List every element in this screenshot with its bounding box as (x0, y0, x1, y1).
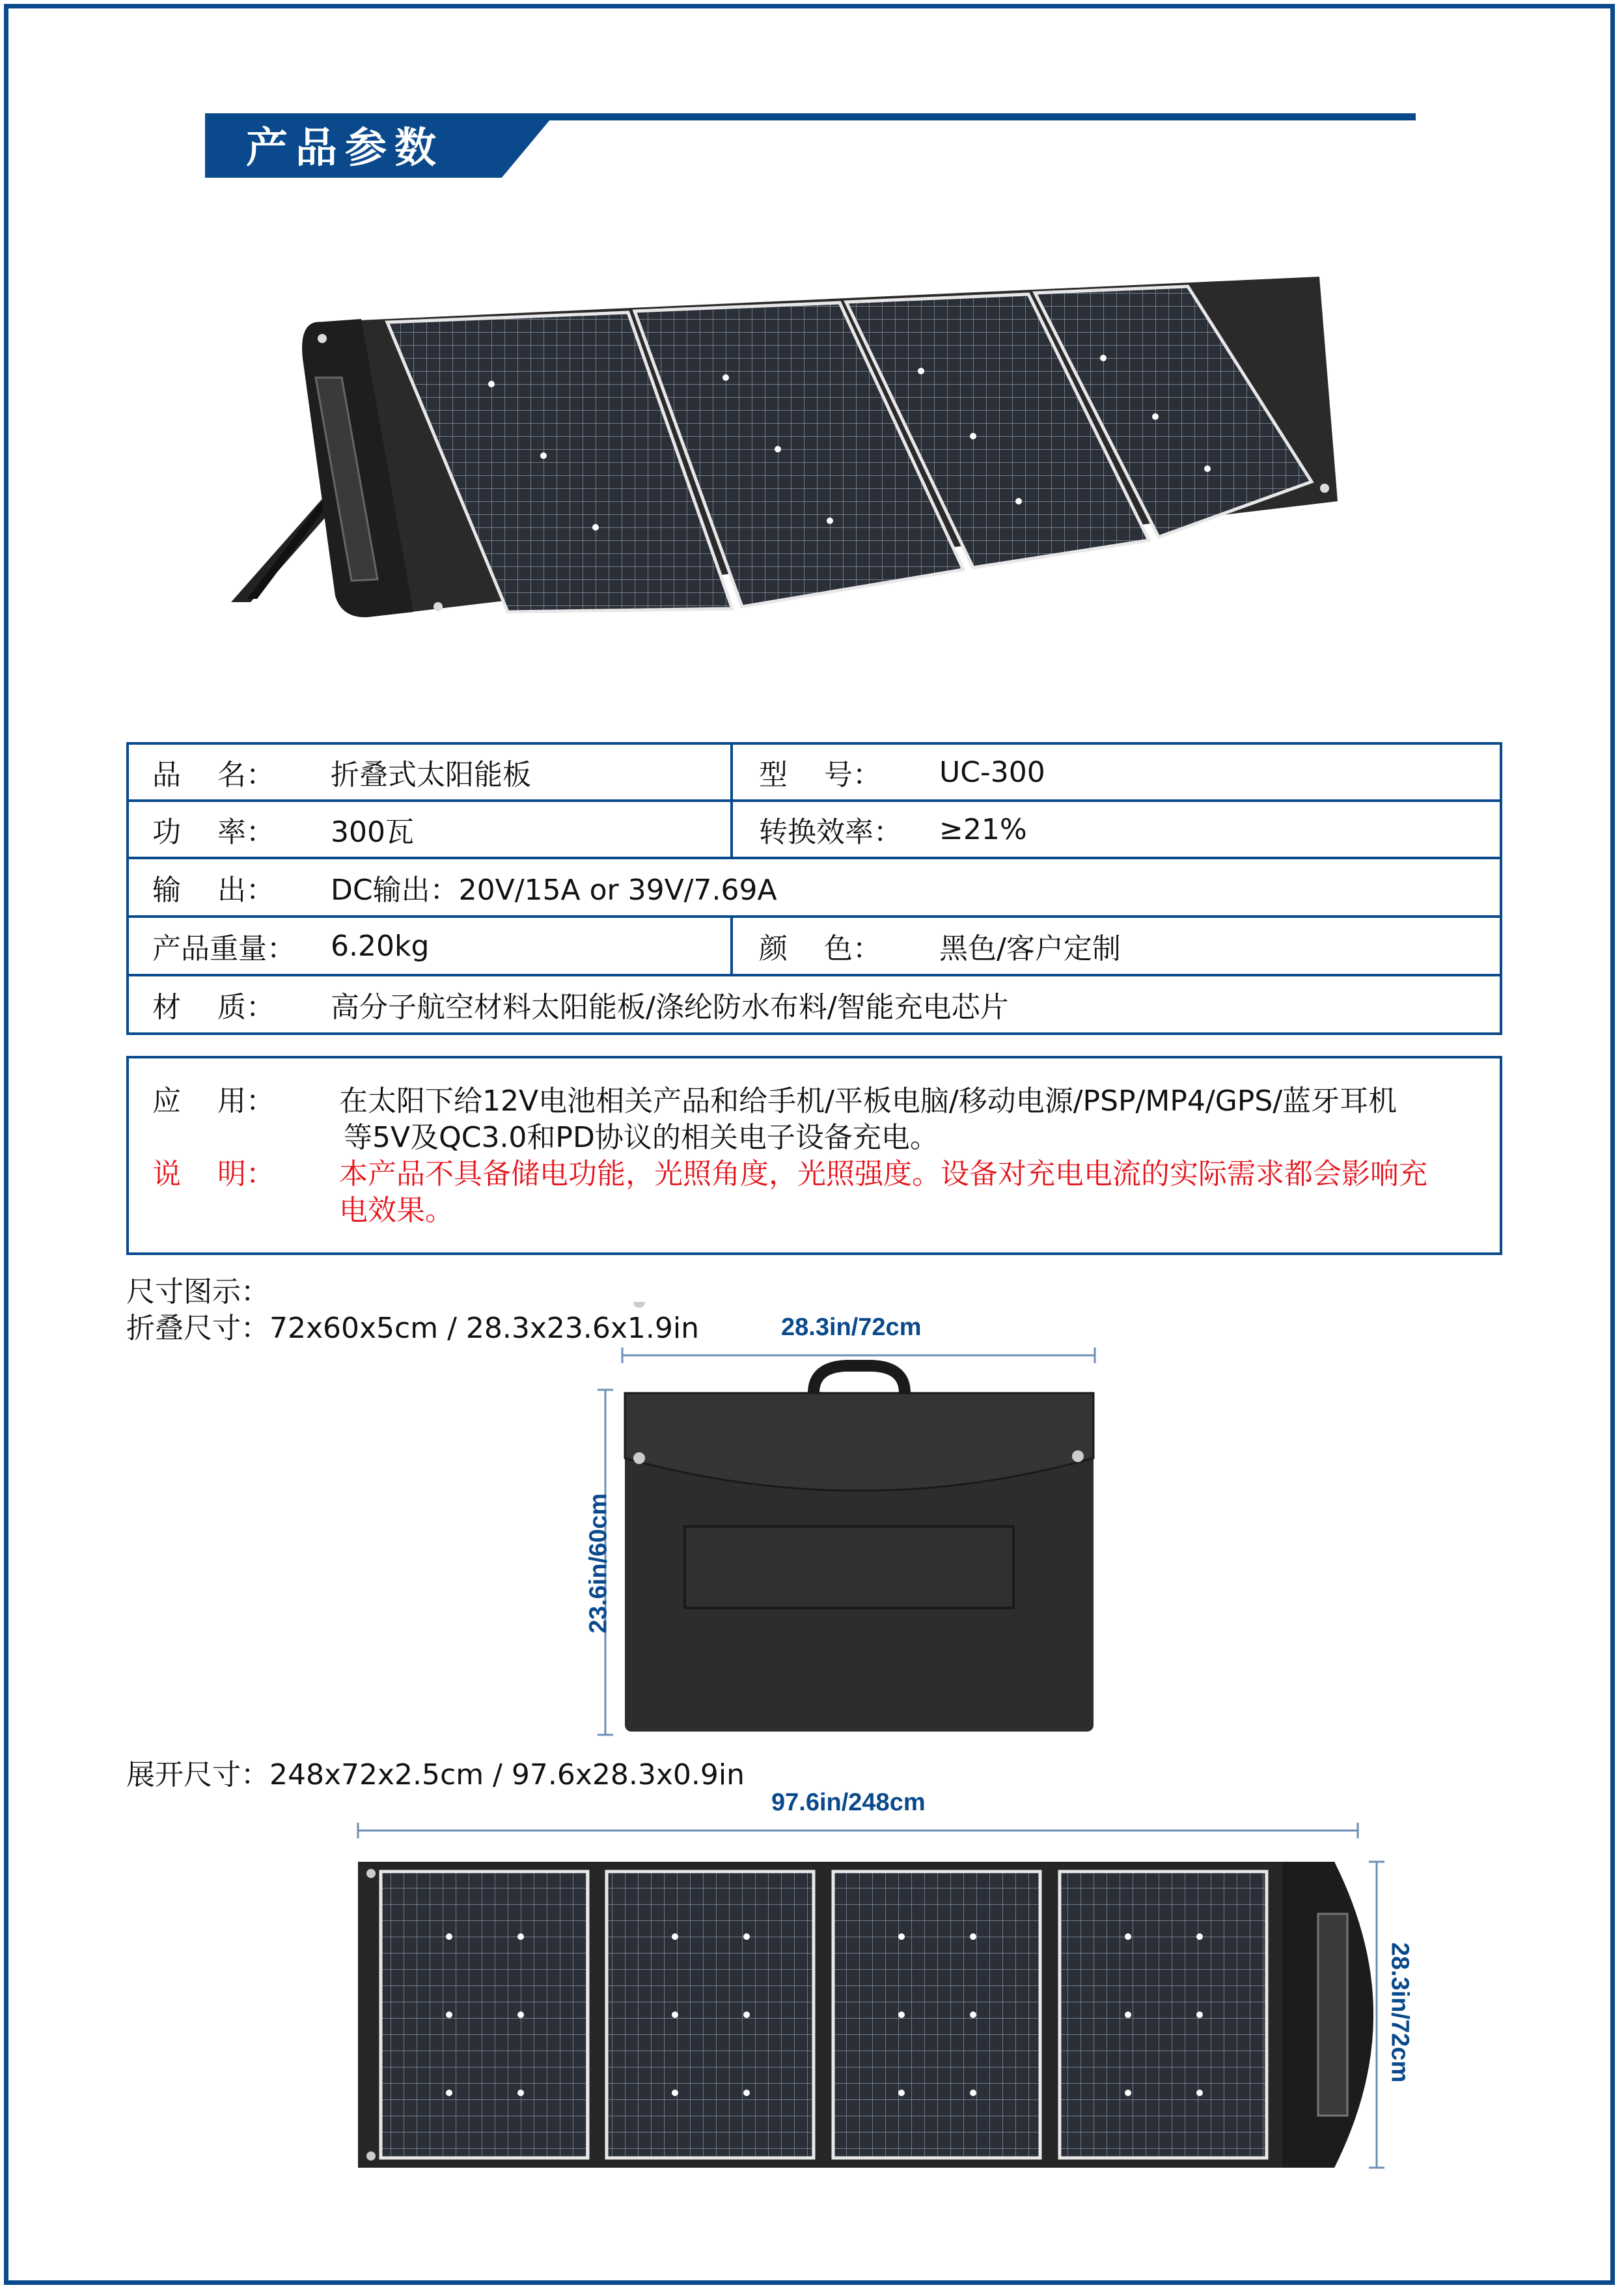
unfolded-width-label: 97.6in/248cm (771, 1789, 926, 1816)
use-line-2: 等5V及QC3.0和PD协议的相关电子设备充电。 (344, 1121, 939, 1154)
use-label: 应 用： (152, 1085, 275, 1118)
spec-table (126, 742, 1502, 1035)
weight-label: 产品重量： (152, 932, 296, 965)
color-label: 颜 色： (759, 932, 881, 965)
note-line-1: 本产品不具备储电功能，光照角度，光照强度。设备对充电电流的实际需求都会影响充 (339, 1157, 1427, 1191)
page-title: 产品参数 (246, 124, 444, 173)
column-divider (730, 918, 733, 974)
spec-row-power (129, 802, 1500, 859)
efficiency-label: 转换效率： (759, 816, 902, 849)
output-label: 输 出： (152, 874, 275, 907)
power-label: 功 率： (152, 816, 275, 849)
material-label: 材 质： (152, 991, 275, 1024)
column-divider (730, 802, 733, 857)
note-line-2: 电效果。 (339, 1194, 454, 1227)
name-label: 品 名： (152, 758, 275, 792)
power-value: 300瓦 (331, 816, 414, 849)
spec-row-output (129, 859, 1500, 918)
unfolded-height-label: 28.3in/72cm (1386, 1942, 1414, 2083)
application-box (126, 1056, 1502, 1255)
folded-diagram (586, 1302, 1120, 1745)
folded-size-text: 折叠尺寸：72x60x5cm / 28.3x23.6x1.9in (126, 1312, 699, 1345)
spec-row-weight (129, 918, 1500, 976)
spec-row-name (129, 745, 1500, 802)
material-value: 高分子航空材料太阳能板/涤纶防水布料/智能充电芯片 (331, 991, 1009, 1024)
folded-height-label: 23.6in/60cm (585, 1493, 612, 1634)
column-divider (730, 745, 733, 799)
use-line-1: 在太阳下给12V电池相关产品和给手机/平板电脑/移动电源/PSP/MP4/GPS/蓝牙耳机 (339, 1085, 1397, 1118)
folded-width-label: 28.3in/72cm (781, 1314, 922, 1341)
dimension-heading: 尺寸图示： (126, 1275, 269, 1308)
model-value: UC-300 (939, 755, 1045, 789)
model-label: 型 号： (759, 758, 881, 792)
efficiency-value: ≥21% (939, 812, 1027, 846)
unfolded-size-text: 展开尺寸：248x72x2.5cm / 97.6x28.3x0.9in (126, 1758, 745, 1791)
product-image (231, 267, 1338, 644)
color-value: 黑色/客户定制 (939, 932, 1121, 965)
note-label: 说 明： (152, 1157, 275, 1191)
unfolded-diagram (351, 1790, 1471, 2181)
spec-row-material (129, 976, 1500, 1032)
weight-value: 6.20kg (331, 929, 430, 963)
output-value: DC输出：20V/15A or 39V/7.69A (331, 874, 777, 907)
name-value: 折叠式太阳能板 (331, 758, 531, 792)
header-rule (205, 113, 1416, 120)
